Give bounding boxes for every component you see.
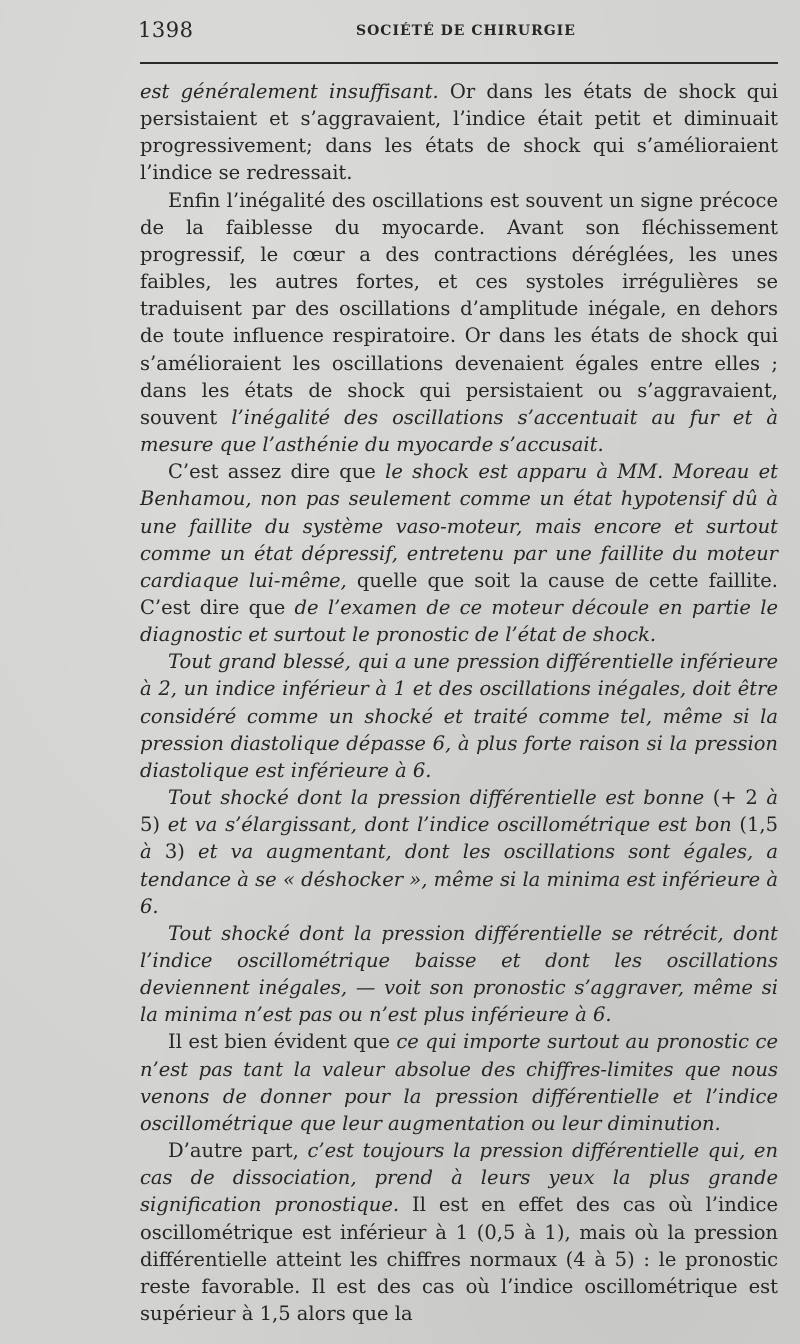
text-run: 3) bbox=[151, 840, 199, 864]
text-run: Il est bien évident que bbox=[168, 1030, 397, 1054]
italic-text-run: Tout shocké dont la pression différentielle est bonne bbox=[168, 786, 713, 810]
paragraph bbox=[140, 1137, 778, 1327]
paragraph bbox=[140, 784, 778, 920]
text-run: Enfin l’inégalité des oscillations est souvent un signe précoce de la faiblesse du myocarde. Avant son fléchissement progressif, le cœur a des contractions déréglées, les unes faibles, les autres fortes, et ces systoles irrégulières se traduisent par des oscillations d’amplitude inégale, en dehors de toute influence respiratoire. Or dans les états de shock qui s’amélioraient les oscillations devenaient égales entre elles ; dans les états de shock qui persistaient ou s’aggravaient, souvent bbox=[140, 188, 778, 429]
paragraph bbox=[140, 78, 778, 187]
page-number: 1398 bbox=[138, 18, 194, 42]
italic-text-run: et va augmentant, dont les oscillations sont égales, a tendance à se « déshocker », même si la minima est inférieure à 6. bbox=[140, 840, 778, 918]
text-run: C’est assez dire que bbox=[168, 460, 386, 484]
italic-text-run: à bbox=[766, 786, 778, 810]
paragraph bbox=[140, 648, 778, 784]
italic-text-run: Tout grand blessé, qui a une pression différentielle inférieure à 2, un indice inférieur à 1 et des oscillations inégales, doit être considéré comme un shocké et traité comme tel, même si la pression diastolique dépasse 6, à plus forte raison si la pression diastolique est inférieure à 6. bbox=[140, 650, 778, 782]
paragraph bbox=[140, 187, 778, 459]
text-run: 5) bbox=[140, 813, 168, 837]
italic-text-run: Tout shocké dont la pression différentielle se rétrécit, dont l’indice oscillométrique baisse et dont les oscillations deviennent inégales, — voit son pronostic s’aggraver, même si la minima n’est pas ou n’est plus inférieure à 6. bbox=[140, 921, 778, 1027]
text-run: D’autre part, bbox=[168, 1139, 308, 1163]
body-text bbox=[140, 78, 778, 1327]
paragraph bbox=[140, 458, 778, 648]
italic-text-run: et va s’élargissant, dont l’indice oscillométrique est bon bbox=[167, 813, 732, 837]
paragraph bbox=[140, 920, 778, 1029]
text-run: (+ 2 bbox=[712, 786, 767, 810]
italic-text-run: de l’examen de ce moteur découle en partie le diagnostic et surtout le pronostic de l’état de shock. bbox=[140, 595, 778, 647]
italic-text-run: l’inégalité des oscillations s’accentuait au fur et à mesure que l’asthénie du myocarde s’accusait. bbox=[140, 405, 778, 457]
page-header bbox=[138, 18, 778, 48]
italic-text-run: c’est toujours la pression différentielle qui, en cas de dissociation, prend à leurs yeux la plus grande signification pronostique. bbox=[140, 1139, 778, 1217]
italic-text-run: ce qui importe surtout au pronostic ce n’est pas tant la valeur absolue des chiffres-limites que nous venons de donner pour la pression différentielle et l’indice oscillométrique que leur augmentation ou leur diminution. bbox=[140, 1030, 778, 1135]
text-run: Or dans les états de shock qui persistaient et s’aggravaient, l’indice était petit et diminuait progressivement; dans les états de shock qui s’amélioraient l’indice se redressait. bbox=[140, 80, 778, 185]
italic-text-run: à bbox=[140, 840, 152, 864]
text-run: quelle que soit la cause de cette faillite. C’est dire que bbox=[140, 568, 778, 619]
text-run: (1,5 bbox=[731, 813, 779, 837]
italic-text-run: le shock est apparu à MM. Moreau et Benhamou, non pas seulement comme un état hypotensif dû à une faillite du système vaso-moteur, mais encore et surtout comme un état dépressif, entretenu par une faillite du moteur cardiaque lui-même, bbox=[140, 460, 778, 592]
header-rule bbox=[140, 62, 778, 64]
italic-text-run: est généralement insuffisant. bbox=[140, 80, 439, 103]
running-head: SOCIÉTÉ DE CHIRURGIE bbox=[356, 23, 576, 39]
paragraph bbox=[140, 1028, 778, 1137]
text-run: Il est en effet des cas où l’indice oscillométrique est inférieur à 1 (0,5 à 1), mais où la pression différentielle atteint les chiffres normaux (4 à 5) : le pronostic reste favorable. Il est des cas où l’indice oscillométrique est supérieur à 1,5 alors que la bbox=[140, 1193, 778, 1326]
